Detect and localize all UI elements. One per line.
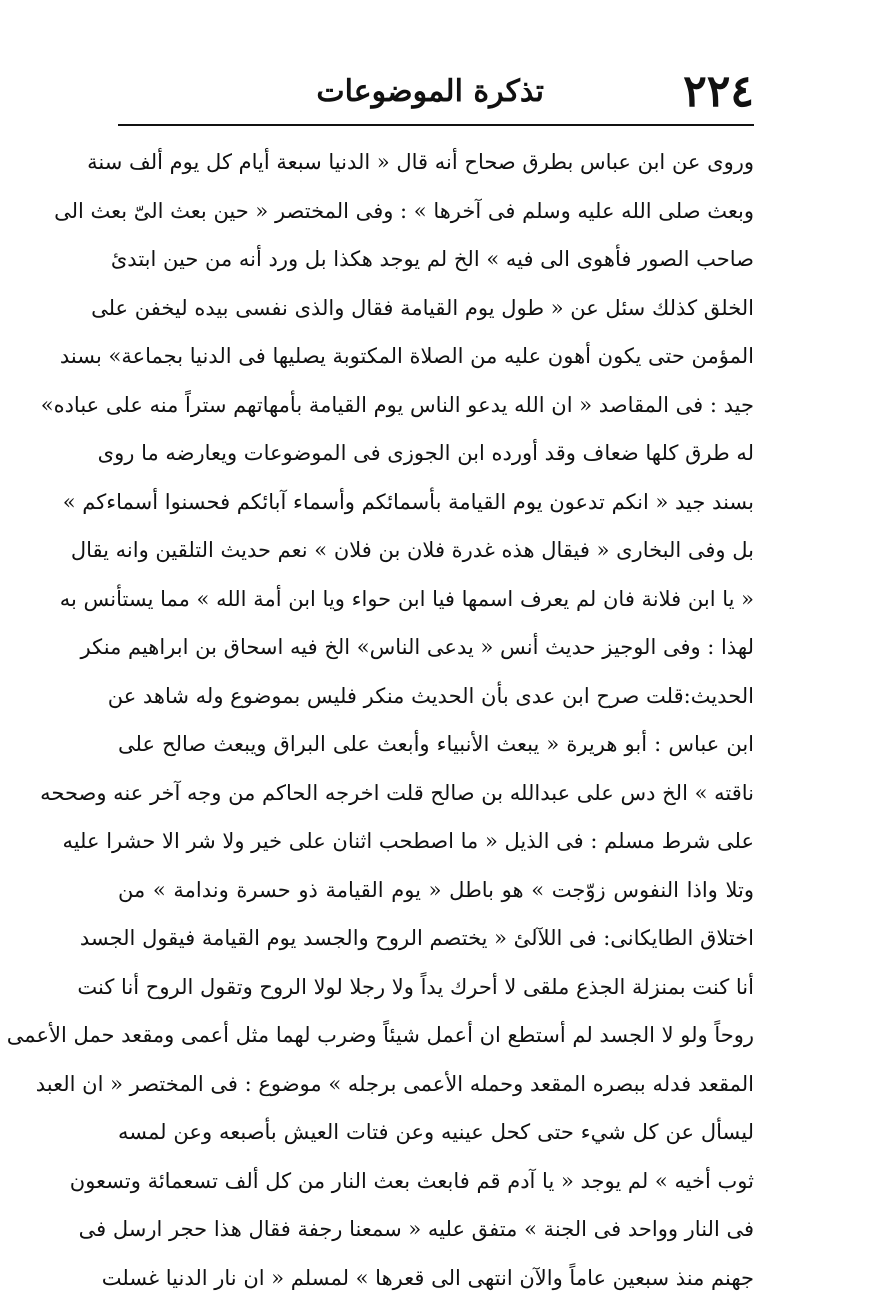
text-line: أنا كنت بمنزلة الجذع ملقى لا أحرك يداً ولا رجلا لولا الروح وتقول الروح أنا كنت xyxy=(77,974,754,999)
text-line: وروى عن ابن عباس بطرق صحاح أنه قال « الدنيا سبعة أيام كل يوم ألف سنة xyxy=(87,150,754,174)
text-line: ابن عباس : أبو هريرة « يبعث الأنبياء وأبعث على البراق ويبعث صالح على xyxy=(118,732,754,756)
text-line: وتلا واذا النفوس زوّجت » هو باطل « يوم القيامة ذو حسرة وندامة » من xyxy=(118,877,754,902)
text-line: لهذا : وفى الوجيز حديث أنس « يدعى الناس» الخ فيه اسحاق بن ابراهيم منكر xyxy=(80,635,754,659)
text-line: له طرق كلها ضعاف وقد أورده ابن الجوزى فى الموضوعات ويعارضه ما روى xyxy=(97,441,754,465)
text-line: جيد : فى المقاصد « ان الله يدعو الناس يوم القيامة بأمهاتهم ستراً منه على عباده» xyxy=(40,392,754,417)
text-line: ثوب أخيه » لم يوجد « يا آدم قم فابعث بعث النار من كل ألف تسعمائة وتسعون xyxy=(69,1168,754,1193)
text-line: اختلاق الطايكانى: فى اللآلئ « يختصم الروح والجسد يوم القيامة فيقول الجسد xyxy=(79,926,754,950)
text-line: جهنم منذ سبعين عاماً والآن انتهى الى قعرها » لمسلم « ان نار الدنيا غسلت xyxy=(101,1265,754,1290)
text-line: « يا ابن فلانة فان لم يعرف اسمها فيا ابن حواء ويا ابن أمة الله » مما يستأنس به xyxy=(59,586,754,611)
text-line: ناقته » الخ دس على عبدالله بن صالح قلت اخرجه الحاكم من وجه آخر عنه وصححه xyxy=(40,780,754,805)
text-line: على شرط مسلم : فى الذيل « ما اصطحب اثنان على خير ولا شر الا حشرا عليه xyxy=(62,829,754,853)
text-line: ليسأل عن كل شيء حتى كحل عينيه وعن فتات العيش بأصبعه وعن لمسه xyxy=(118,1120,754,1144)
text-line: روحاً ولو لا الجسد لم أستطع ان أعمل شيئاً وضرب لهما مثل أعمى ومقعد حمل الأعمى xyxy=(6,1023,754,1047)
body-text xyxy=(6,138,754,1302)
page-header xyxy=(118,62,754,122)
running-title: تذكرة الموضوعات xyxy=(316,74,544,109)
text-line: المؤمن حتى يكون أهون عليه من الصلاة المكتوبة يصليها فى الدنيا بجماعة» بسند xyxy=(59,344,754,368)
text-line: الحديث:قلت صرح ابن عدى بأن الحديث منكر فليس بموضوع وله شاهد عن xyxy=(107,683,754,708)
text-line: صاحب الصور فأهوى الى فيه » الخ لم يوجد هكذا بل ورد أنه من حين ابتدئ xyxy=(110,247,754,271)
text-line: وبعث صلى الله عليه وسلم فى آخرها » : وفى المختصر « حين بعث الىّ بعث الى xyxy=(54,198,754,223)
header-rule xyxy=(118,124,754,126)
page-number: ٢٢٤ xyxy=(683,66,754,117)
text-line: بل وفى البخارى « فيقال هذه غدرة فلان بن فلان » نعم حديث التلقين وانه يقال xyxy=(70,538,754,562)
text-line: الخلق كذلك سئل عن « طول يوم القيامة فقال والذى نفسى بيده ليخفن على xyxy=(91,295,754,320)
text-line: المقعد فدله ببصره المقعد وحمله الأعمى برجله » موضوع : فى المختصر « ان العبد xyxy=(35,1071,754,1096)
text-line: بسند جيد « انكم تدعون يوم القيامة بأسمائكم وأسماء آبائكم فحسنوا أسماءكم » xyxy=(62,489,754,514)
text-line: فى النار وواحد فى الجنة » متفق عليه « سمعنا رجفة فقال هذا حجر ارسل فى xyxy=(78,1217,754,1241)
